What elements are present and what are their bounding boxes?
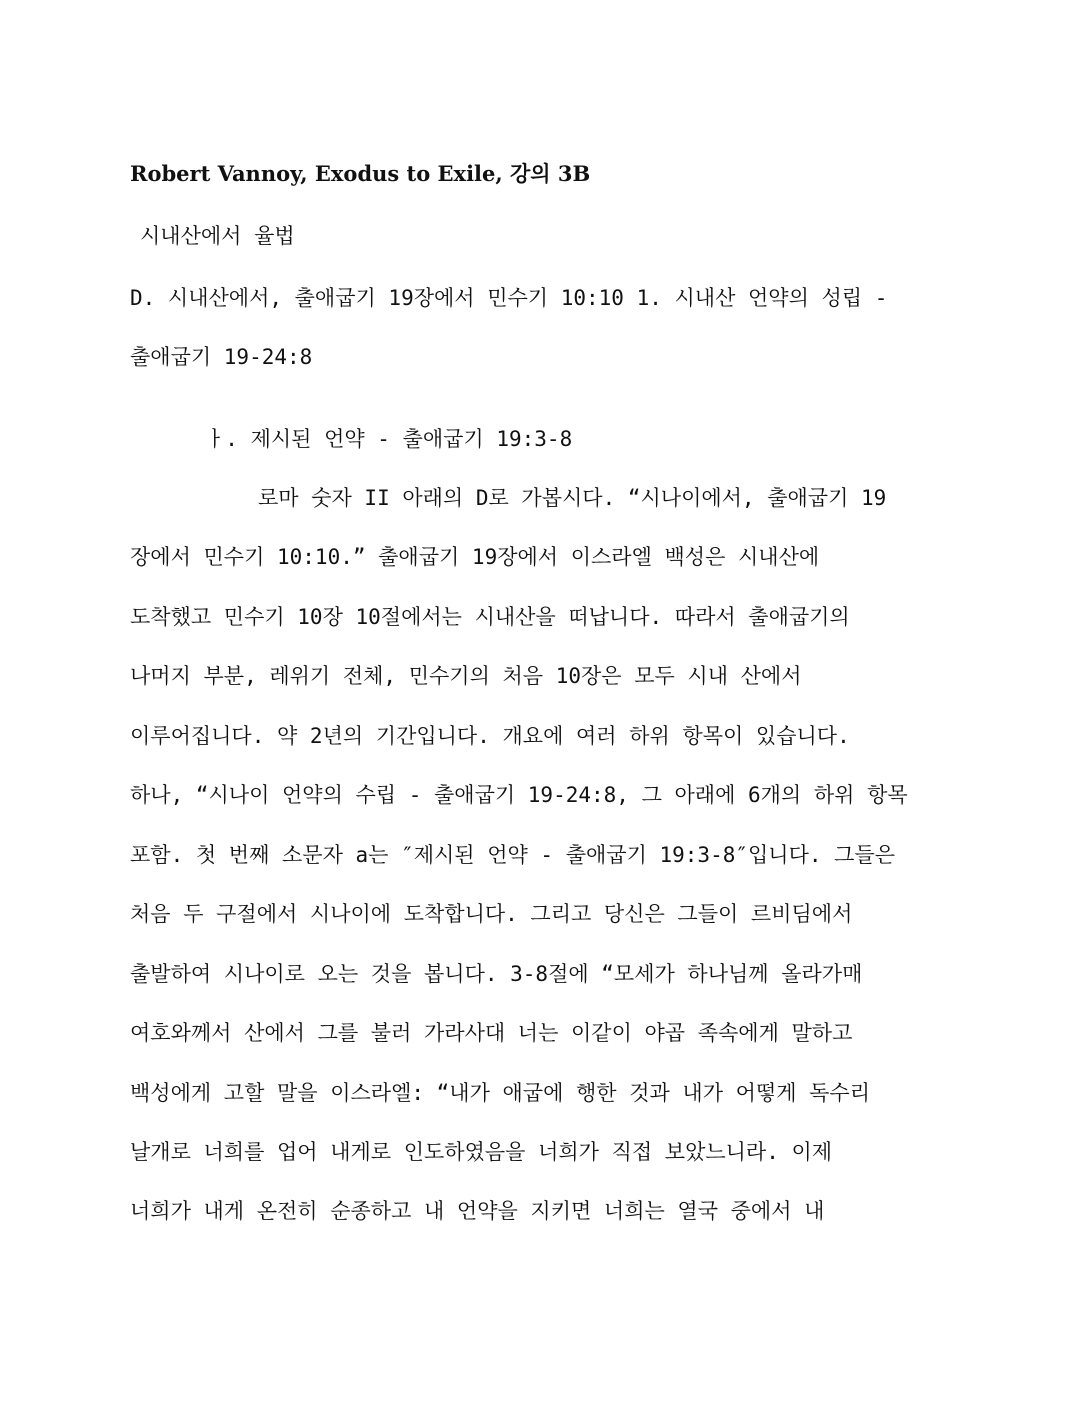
document-title: Robert Vannoy, Exodus to Exile, 강의 3B	[130, 161, 591, 186]
body-line: 나머지 부분, 레위기 전체, 민수기의 처음 10장은 모두 시내 산에서	[130, 664, 802, 688]
body-line: 백성에게 고할 말을 이스라엘: “내가 애굽에 행한 것과 내가 어떻게 독수리	[130, 1081, 871, 1105]
body-line: 장에서 민수기 10:10.” 출애굽기 19장에서 이스라엘 백성은 시내산에	[130, 545, 820, 569]
outline-line-2: 출애굽기 19-24:8	[130, 345, 313, 369]
outline-line-1: D. 시내산에서, 출애굽기 19장에서 민수기 10:10 1. 시내산 언약의 성립 -	[130, 286, 888, 310]
body-line: 하나, “시나이 언약의 수립 - 출애굽기 19-24:8, 그 아래에 6개의 하위 항목	[130, 783, 908, 807]
body-line: 너희가 내게 온전히 순종하고 내 언약을 지키면 너희는 열국 중에서 내	[130, 1199, 825, 1223]
section-title: 시내산에서 율법	[140, 224, 295, 248]
body-line: 포함. 첫 번째 소문자 a는 ″제시된 언약 - 출애굽기 19:3-8″입니다. 그들은	[130, 843, 896, 867]
body-line: 처음 두 구절에서 시나이에 도착합니다. 그리고 당신은 그들이 르비딤에서	[130, 902, 853, 926]
subheading: ㅏ. 제시된 언약 - 출애굽기 19:3-8	[205, 427, 573, 451]
body-line: 출발하여 시나이로 오는 것을 봅니다. 3-8절에 “모세가 하나님께 올라가매	[130, 962, 863, 986]
body-line: 도착했고 민수기 10장 10절에서는 시내산을 떠납니다. 따라서 출애굽기의	[130, 605, 850, 629]
body-line: 여호와께서 산에서 그를 불러 가라사대 너는 이같이 야곱 족속에게 말하고	[130, 1021, 853, 1045]
body-line: 이루어집니다. 약 2년의 기간입니다. 개요에 여러 하위 항목이 있습니다.	[130, 724, 850, 748]
body-line: 날개로 너희를 업어 내게로 인도하였음을 너희가 직접 보았느니라. 이제	[130, 1140, 833, 1164]
body-line: 로마 숫자 II 아래의 D로 가봅시다. “시나이에서, 출애굽기 19	[258, 486, 887, 510]
